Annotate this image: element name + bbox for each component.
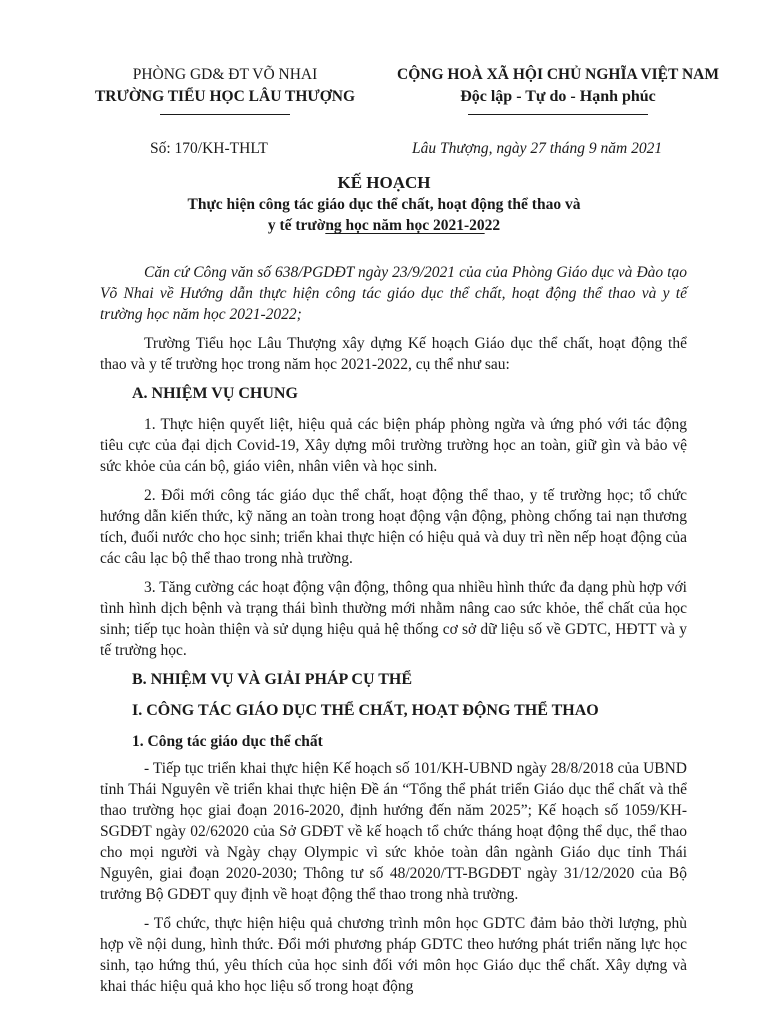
section-a-heading: A. NHIỆM VỤ CHUNG: [132, 385, 298, 402]
section-b-heading: B. NHIỆM VỤ VÀ GIẢI PHÁP CỤ THỂ: [132, 671, 413, 688]
document-date: Lâu Thượng, ngày 27 tháng 9 năm 2021: [412, 140, 663, 157]
title-line-2: [0, 215, 768, 236]
section-a-item-1: 1. Thực hiện quyết liệt, hiệu quả các biện pháp phòng ngừa và ứng phó với tác động tiêu cực của đại dịch Covid-19, Xây dựng môi trường trường học an toàn, giữ gìn và bảo vệ sức khỏe của cán bộ, giáo viên, nhân viên và học sinh.: [100, 416, 687, 475]
legal-basis-paragraph: Căn cứ Công văn số 638/PGDĐT ngày 23/9/2021 của của Phòng Giáo dục và Đào tạo Võ Nhai về Hướng dẫn thực hiện công tác giáo dục thể chất, hoạt động thể thao và y tế trường học năm học 2021-2022;: [100, 264, 687, 323]
motto-underline: [468, 114, 648, 115]
department-name: PHÒNG GD& ĐT VÕ NHAI: [132, 66, 318, 83]
document-header: [0, 64, 768, 124]
national-motto: Độc lập - Tự do - Hạnh phúc: [460, 88, 656, 105]
section-b-i-heading: I. CÔNG TÁC GIÁO DỤC THỂ CHẤT, HOẠT ĐỘNG THỂ THAO: [132, 702, 599, 719]
intro-paragraph: Trường Tiểu học Lâu Thượng xây dựng Kế hoạch Giáo dục thể chất, hoạt động thể thao và y tế trường học trong năm học 2021-2022, cụ thể như sau:: [100, 335, 687, 373]
country-name: CỘNG HOÀ XÃ HỘI CHỦ NGHĨA VIỆT NAM: [397, 66, 719, 83]
subsection-1-heading: 1. Công tác giáo dục thể chất: [132, 733, 323, 750]
school-name: TRƯỜNG TIỂU HỌC LÂU THƯỢNG: [94, 88, 356, 105]
title-line-2-suffix: 22: [484, 217, 501, 234]
title-line-2-prefix: y tế trườ: [267, 217, 326, 234]
reference-line: [0, 140, 768, 162]
school-name-underline: [160, 114, 290, 115]
section-b-item-1: - Tiếp tục triển khai thực hiện Kế hoạch số 101/KH-UBND ngày 28/8/2018 của UBND tỉnh Thái Nguyên về triển khai thực hiện Đề án “Tổng thể phát triển Giáo dục thể chất và thể thao trường học giai đoạn 2016-2020, định hướng đến năm 2025”; Kế hoạch số 1059/KH-SGDĐT ngày 02/62020 của Sở GDĐT về kế hoạch tổ chức tháng hoạt động thể dục, thể thao cho mọi người và Ngày chạy Olympic vì sức khỏe toàn dân ngành Giáo dục tỉnh Thái Nguyên, giai đoạn 2020-2030; Thông tư số 48/2020/TT-BGDĐT ngày 31/12/2020 của Bộ trưởng Bộ GDĐT quy định về hoạt động thể thao trong nhà trường.: [100, 760, 687, 903]
document-body: [100, 262, 687, 1005]
section-a-item-3: 3. Tăng cường các hoạt động vận động, thông qua nhiều hình thức đa dạng phù hợp với tình hình dịch bệnh và trạng thái bình thường mới nhằm nâng cao sức khỏe, thể chất của học sinh; tiếp tục hoàn thiện và sử dụng hiệu quả hệ thống cơ sở dữ liệu số về GDTC, HĐTT và y tế trường học.: [100, 579, 687, 659]
issuing-authority: [70, 64, 380, 108]
section-b-item-2: - Tổ chức, thực hiện hiệu quả chương trình môn học GDTC đảm bảo thời lượng, phù hợp về nội dung, hình thức. Đổi mới phương pháp GDTC theo hướng phát triển năng lực học sinh, tạo hứng thú, yêu thích của học sinh đối với môn học Giáo dục thể chất. Xây dựng và khai thác hiệu quả kho học liệu số trong hoạt động: [100, 915, 687, 995]
title-line-2-underlined: ng học năm học 2021-20: [325, 217, 485, 234]
section-a-item-2: 2. Đổi mới công tác giáo dục thể chất, hoạt động thể thao, y tế trường học; tổ chức hướng dẫn kiến thức, kỹ năng an toàn trong hoạt động vận động, phòng chống tai nạn thương tích, đuối nước cho học sinh; triển khai thực hiện có hiệu quả và duy trì nền nếp hoạt động của các câu lạc bộ thể thao trong nhà trường.: [100, 487, 687, 567]
document-title: [0, 172, 768, 236]
national-title: [378, 64, 738, 108]
title-line-1: Thực hiện công tác giáo dục thể chất, hoạt động thể thao và: [187, 196, 581, 213]
title-main: KẾ HOẠCH: [337, 173, 431, 192]
document-number: Số: 170/KH-THLT: [150, 140, 268, 157]
